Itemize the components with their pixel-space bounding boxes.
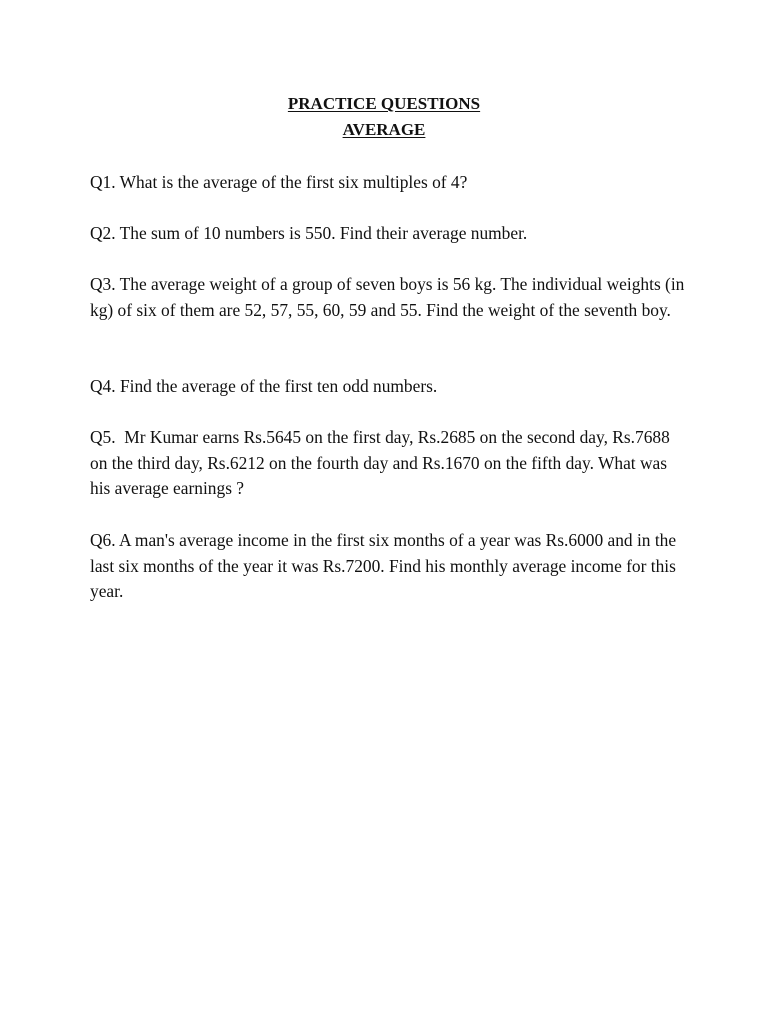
document-title: PRACTICE QUESTIONS (287, 94, 481, 113)
question-5: Q5. Mr Kumar earns Rs.5645 on the first day, Rs.2685 on the second day, Rs.7688 on the third day, Rs.6212 on the fourth day and Rs.1670 on the fifth day. What was his average earnings ? (90, 427, 675, 499)
question-2: Q2. The sum of 10 numbers is 550. Find their average number. (90, 223, 528, 243)
question-1: Q1. What is the average of the first six multiples of 4? (90, 172, 468, 192)
question-4: Q4. Find the average of the first ten odd numbers. (90, 376, 438, 396)
document-subtitle: AVERAGE (342, 120, 426, 139)
question-6: Q6. A man's average income in the first six months of a year was Rs.6000 and in the last six months of the year it was Rs.7200. Find his monthly average income for this year. (90, 530, 681, 602)
question-3: Q3. The average weight of a group of seven boys is 56 kg. The individual weights (in kg) of six of them are 52, 57, 55, 60, 59 and 55. Find the weight of the seventh boy. (90, 274, 689, 320)
